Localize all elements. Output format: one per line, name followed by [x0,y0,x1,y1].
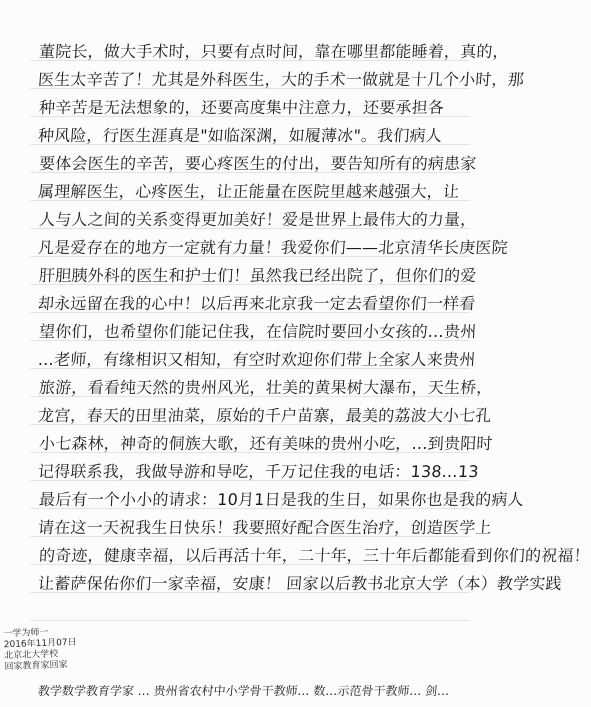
letter-line: 种风险，行医生涯真是"如临深渊，如履薄冰"。我们病人 [37,126,443,145]
margin-note-line: 北京北大学校 [4,649,59,662]
margin-note [3,627,76,673]
letter-line: 记得联系我，我做导游和导吃，千万记住我的电话：138…13 [37,462,480,481]
margin-note-line: 回家教育家回家 [4,660,68,673]
letter-line: 属理解医生，心疼医生，让正能量在医院里越来越强大，让 [37,182,460,201]
letter-line: 龙宫，春天的田里油菜，原始的千户苗寨，最美的荔波大小七孔 [37,406,493,425]
letter-line: 请在这一天祝我生日快乐！我要照好配合医生治疗，创造医学上 [37,518,493,537]
letter-line: 最后有一个小小的请求：10月1日是我的生日，如果你也是我的病人 [38,490,525,509]
letter-line: 人与人之间的关系变得更加美好！爱是世界上最伟大的力量， [38,210,477,229]
letter-line: 肝胆胰外科的医生和护士们！虽然我已经出院了，但你们的爱 [38,266,477,285]
ruled-line [30,620,470,621]
letter-line: 望你们，也希望你们能记住我，在信院时要回小女孩的…贵州 [38,322,477,341]
margin-note-line: 2016年11月07日 [3,637,77,651]
letter-line: 小七森林，神奇的侗族大歌，还有美味的贵州小吃，…到贵阳时 [38,434,494,453]
letter-line: 种辛苦是无法想象的，还要高度集中注意力，还要承担各 [38,98,445,117]
letter-line: 的奇迹，健康幸福，以后再活十年，二十年，三十年后都能看到你们的祝福！ [38,546,591,565]
letter-body [37,38,591,598]
margin-note-line: 一学为师一 [3,627,49,640]
signature-line: 教学数学教育学家 … 贵州省农村中小学骨干教师… 数…示范骨干教师… 剑… [37,684,450,698]
letter-line: 旅游，看看纯天然的贵州风光，壮美的黄果树大瀑布，天生桥， [38,378,494,397]
letter-line: 董院长，做大手术时，只要有点时间，靠在哪里都能睡着，真的， [38,42,510,61]
letter-line: …老师，有缘相识又相知，有空时欢迎你们带上全家人来贵州 [37,350,477,369]
letter-line: 医生太辛苦了！尤其是外科医生，大的手术一做就是十几个小时，那 [37,70,525,89]
letter-line: 凡是爱存在的地方一定就有力量！我爱你们——北京清华长庚医院 [37,238,509,257]
letter-line: 让蓄萨保佑你们一家幸福，安康！ 回家以后教书北京大学（本）教学实践 [37,574,563,593]
letter-line: 却永远留在我的心中！以后再来北京我一定去看望你们一样看 [37,294,477,313]
letter-line: 要体会医生的辛苦，要心疼医生的付出，要告知所有的病患家 [38,154,477,173]
